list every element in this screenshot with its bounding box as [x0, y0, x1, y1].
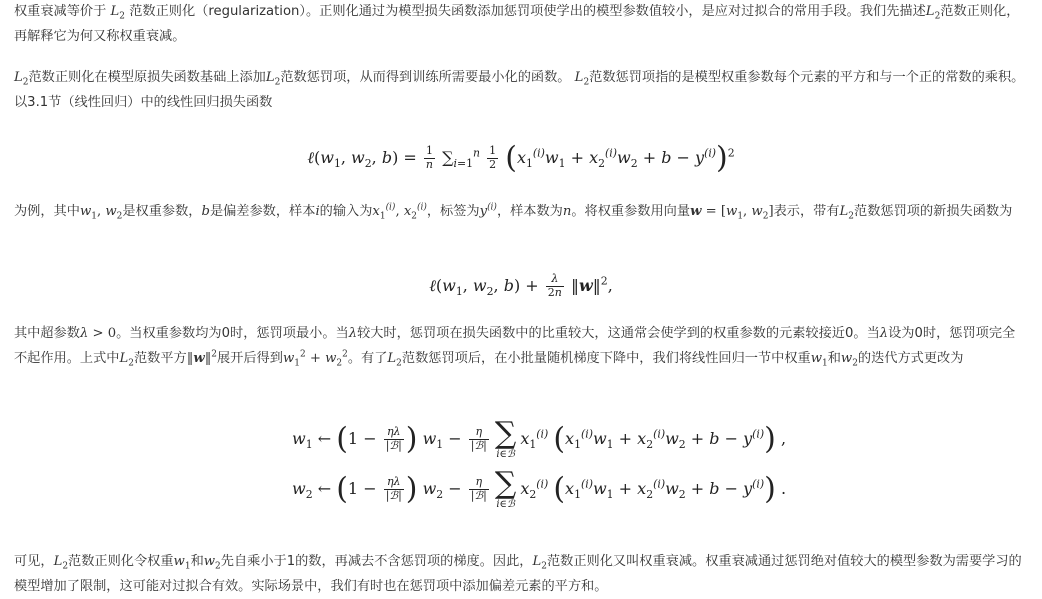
text: 。有了	[347, 350, 388, 366]
l2-symbol: $L_2$	[14, 70, 29, 88]
text: 可见，	[14, 554, 54, 569]
text: 范数正则化，再解释它为何又称权重衰减。	[14, 4, 1020, 44]
text: 其中超参数	[14, 326, 80, 341]
equation-penalized-loss: $\ell(w_1$, $w_2$, b) + $\frac{\lambda}{2n}$ ‖w‖$^2$,	[429, 272, 613, 299]
text: 的输入为	[319, 204, 373, 219]
text: ，标签为	[426, 204, 480, 219]
paragraph-hyperparameter: 其中超参数λ > 0。当权重参数均为0时，惩罚项最小。当λ较大时，惩罚项在损失函数中的比重较大，这通常会使学到的权重参数的元素较接近0。当λ设为0时，惩罚项完全不起作用。上式中$L_2$范数平方‖w‖$^2$展开后得到$w_1^2 + w_2^2$。有了$L_2$范数惩罚项后，在小批量随机梯度下降中，我们将线性回归一节中权重$w_1$和$w_2$的迭代方式更改为	[14, 326, 1016, 369]
text: 范数惩罚项，从而得到训练所需要最小化的函数。	[280, 70, 571, 85]
l2-symbol: $L_2$	[925, 4, 941, 22]
text: 范数正则化令权重	[68, 554, 174, 569]
text: 范数正则化在模型原损失函数基础上添加	[28, 70, 266, 85]
text: 范数平方	[133, 350, 187, 366]
text: 和	[827, 350, 841, 366]
update-w1: $w_1$ ← (1 − $\frac{\eta\lambda}{\text{|ℬ|}}$ ) $w_1$ − $\frac{\eta}{\text{|ℬ|}}$ ∑ i∈ℬ $x_1^{(i)}$ $(x_1^{(i)}w_1 + x_2^{(i)}w_2 + b - y^{(i)})$ ,	[292, 415, 787, 460]
paragraph-variables: 为例，其中$w_1$, $w_2$是权重参数，b是偏差参数，样本i的输入为$x_1^{(i)}$, $x_2^{(i)}$，标签为$y^{(i)}$，样本数为n。将权重参数用向量$w = [w_1$, $w_2$]表示，带有$L_2$范数惩罚项的新损失函数为	[14, 202, 1013, 222]
text: 。当权重参数均为0时，惩罚项最小。当	[116, 326, 349, 341]
paragraph-intro	[14, 0, 1028, 49]
text: 是偏差参数，样本	[209, 204, 316, 219]
update-w2: $w_2$ ← (1 − $\frac{\eta\lambda}{\text{|ℬ|}}$ ) $w_2$ − $\frac{\eta}{\text{|ℬ|}}$ ∑ i∈ℬ $x_2^{(i)}$ $(x_1^{(i)}w_1 + x_2^{(i)}w_2 + b - y^{(i)})$ .	[292, 465, 787, 510]
text: 。将权重参数用向量	[571, 204, 691, 219]
text: 范数正则化（regularization）。正则化通过为模型损失函数添加惩罚项使学出的模型参数值较小，是应对过拟合的常用手段。我们先描述	[129, 4, 926, 19]
text: 是权重参数，	[122, 204, 202, 219]
text: 范数惩罚项的新损失函数为	[854, 204, 1013, 219]
text: 范数惩罚项后，在小批量随机梯度下降中，我们将线性回归一节中权重	[401, 350, 811, 366]
equation-loss: $\ell(w_1$, $w_2$, b) = $\frac{1}{n}$ $\sum_{i=1}^n$ $\frac{1}{2}$ $(x_1^{(i)}w_1 + x_2^{(i)}w_2 + b - y^{(i)})^2$	[307, 140, 735, 176]
text: 范数惩罚项指的是模型权重参数每个元素的平方和与一个正的常数的乘积。以3.1节（线性回归）中的线性回归损失函数	[14, 70, 1025, 110]
text: ，样本数为	[496, 204, 563, 219]
equation-update-rules	[292, 414, 1012, 524]
text: 和	[190, 554, 204, 569]
text: 较大时，惩罚项在损失函数中的比重较大，这通常会使学到的权重参数的元素较接近0。当	[357, 326, 880, 341]
text: 展开后得到	[217, 350, 283, 366]
paragraph-conclusion: 可见，$L_2$范数正则化令权重$w_1$和$w_2$先自乘小于1的数，再减去不含惩罚项的梯度。因此，$L_2$范数正则化又叫权重衰减。权重衰减通过惩罚绝对值较大的模型参数为需要学习的模型增加了限制，这可能对过拟合有效。实际场景中，我们有时也在惩罚项中添加偏差元素的平方和。	[14, 554, 1022, 594]
text: 表示，带有	[773, 204, 840, 219]
l2-symbol: $L_2$	[574, 70, 590, 88]
text: 为例，其中	[14, 204, 80, 219]
paragraph-l2-definition	[14, 66, 1028, 115]
text: 先自乘小于1的数，再减去不含惩罚项的梯度。因此，	[220, 554, 533, 569]
text: 的迭代方式更改为	[857, 350, 964, 366]
l2-symbol: $L_2$	[265, 70, 281, 88]
text: 范数正则化又叫权重衰减。权重衰减通过惩罚绝对值较大的模型参数为需要学习的模型增加了限制，这可能对过拟合有效。实际场景中，我们有时也在惩罚项中添加偏差元素的平方和。	[14, 554, 1022, 594]
text: 设为0时，惩罚项完全不起作用。上式中	[14, 326, 1016, 366]
text: 权重衰减等价于	[14, 4, 107, 19]
l2-symbol: $L_2$	[110, 4, 125, 22]
